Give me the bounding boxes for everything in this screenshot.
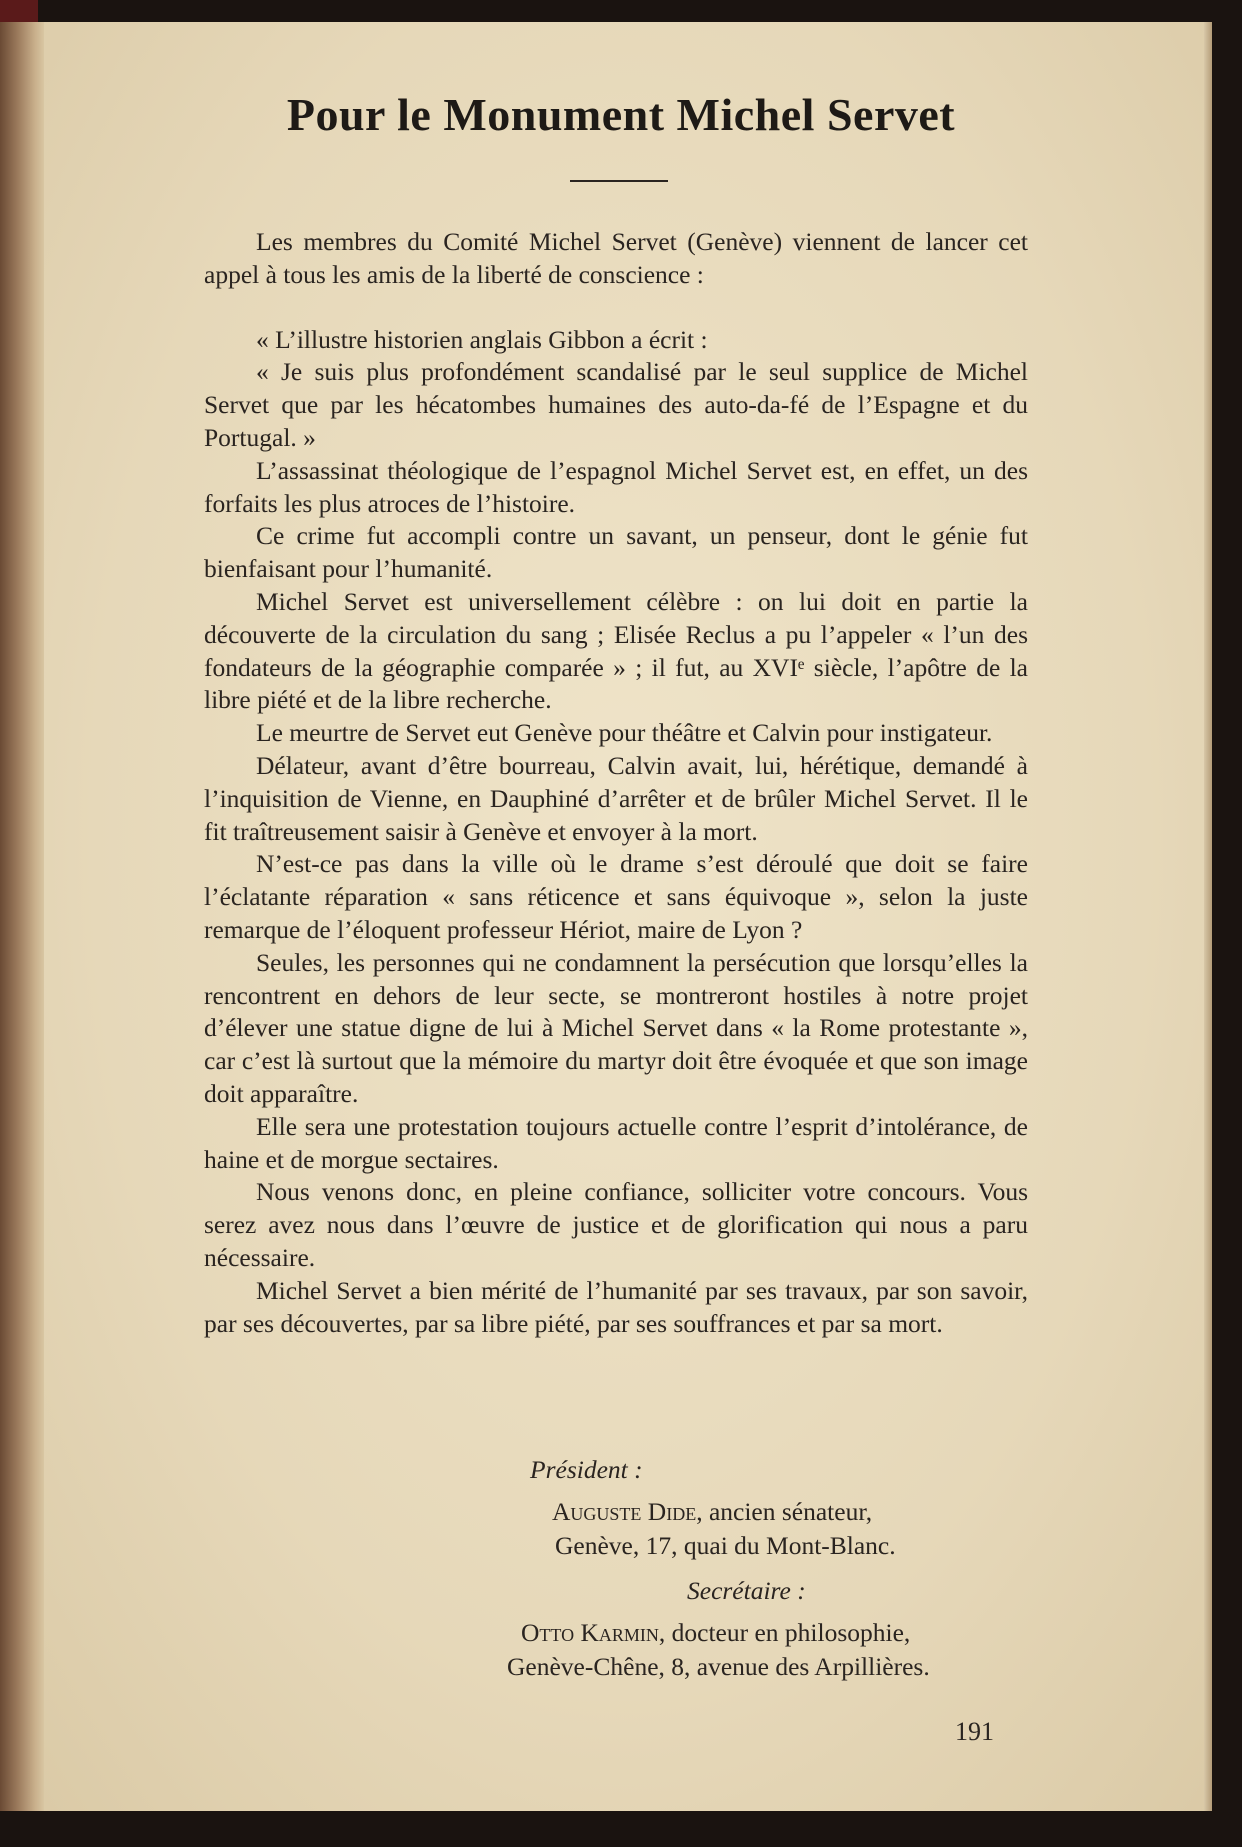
- secretary-line-1: [0, 1618, 1242, 1648]
- president-line-1: [0, 1497, 1242, 1527]
- president-block: [0, 1455, 1242, 1561]
- secretary-role: Secrétaire :: [687, 1576, 806, 1605]
- paragraph: « L’illustre historien anglais Gibbon a écrit :: [256, 324, 708, 354]
- president-role: Président :: [530, 1455, 643, 1484]
- paragraph: Nous venons donc, en pleine confiance, solliciter votre concours. Vous serez avez nous dans l’œuvre de justice et de glorification qui nous a paru nécessaire.: [204, 1177, 1028, 1272]
- president-address: Genève, 17, quai du Mont-Blanc.: [555, 1531, 896, 1560]
- secretary-name: Otto Karmin: [521, 1618, 659, 1647]
- secretary-address: Genève-Chêne, 8, avenue des Arpillières.: [507, 1652, 930, 1681]
- president-name: Auguste Dide: [552, 1497, 697, 1526]
- secretary-block: [0, 1576, 1242, 1682]
- paragraph: Ce crime fut accompli contre un savant, un penseur, dont le génie fut bienfaisant pour l’humanité.: [204, 521, 1028, 584]
- page-title: Pour le Monument Michel Servet: [286, 89, 956, 140]
- page-number: 191: [955, 1717, 994, 1746]
- top-border: [38, 0, 1242, 22]
- paragraph: Le meurtre de Servet eut Genève pour théâtre et Calvin pour instigateur.: [256, 718, 993, 748]
- right-border: [1212, 0, 1242, 1847]
- bottom-border: [0, 1811, 1242, 1847]
- paragraph: L’assassinat théologique de l’espagnol Michel Servet est, en effet, un des forfaits les plus atroces de l’histoire.: [204, 455, 1028, 518]
- paragraph: Les membres du Comité Michel Servet (Genève) viennent de lancer cet appel à tous les amis de la liberté de conscience :: [204, 227, 1028, 289]
- corner-mark: [0, 0, 38, 22]
- article-body: [204, 226, 1028, 1340]
- president-title: , ancien sénateur,: [696, 1497, 873, 1526]
- page-binding-edge: [0, 0, 44, 1847]
- paragraph: Elle sera une protestation toujours actuelle contre l’esprit d’intolérance, de haine et de morgue sectaires.: [204, 1111, 1028, 1174]
- paragraph: Délateur, avant d’être bourreau, Calvin avait, lui, hérétique, demandé à l’inquisition de Vienne, en Dauphiné d’arrêter et de brûler Michel Servet. Il le fit traîtreusement saisir à Genève et envoyer à la mort.: [204, 750, 1028, 846]
- secretary-title: , docteur en philosophie,: [658, 1618, 911, 1647]
- paragraph: « Je suis plus profondément scandalisé par le seul supplice de Michel Servet que par les hécatombes humaines des auto-da-fé de l’Espagne et du Portugal. »: [204, 357, 1028, 452]
- paragraph: Michel Servet est universellement célèbre : on lui doit en partie la découverte de la circulation du sang ; Elisée Reclus a pu l’appeler « l’un des fondateurs de la géographie comparée » ; il fut, au XVIᵉ siècle, l’apôtre de la libre piété et de la libre recherche.: [204, 586, 1028, 715]
- paragraph: Michel Servet a bien mérité de l’humanité par ses travaux, par son savoir, par ses découvertes, par sa libre piété, par ses souffrances et par sa mort.: [204, 1275, 1028, 1338]
- title-rule: [570, 180, 668, 182]
- paragraph: Seules, les personnes qui ne condamnent la persécution que lorsqu’elles la rencontrent en dehors de leur secte, se montreront hostiles à notre projet d’élever une statue digne de lui à Michel Servet dans « la Rome protestante », car c’est là surtout que la mémoire du martyr doit être évoquée et que son image doit apparaître.: [204, 947, 1028, 1108]
- paragraph: N’est-ce pas dans la ville où le drame s’est déroulé que doit se faire l’éclatante réparation « sans réticence et sans équivoque », selon la juste remarque de l’éloquent professeur Hériot, maire de Lyon ?: [204, 849, 1028, 944]
